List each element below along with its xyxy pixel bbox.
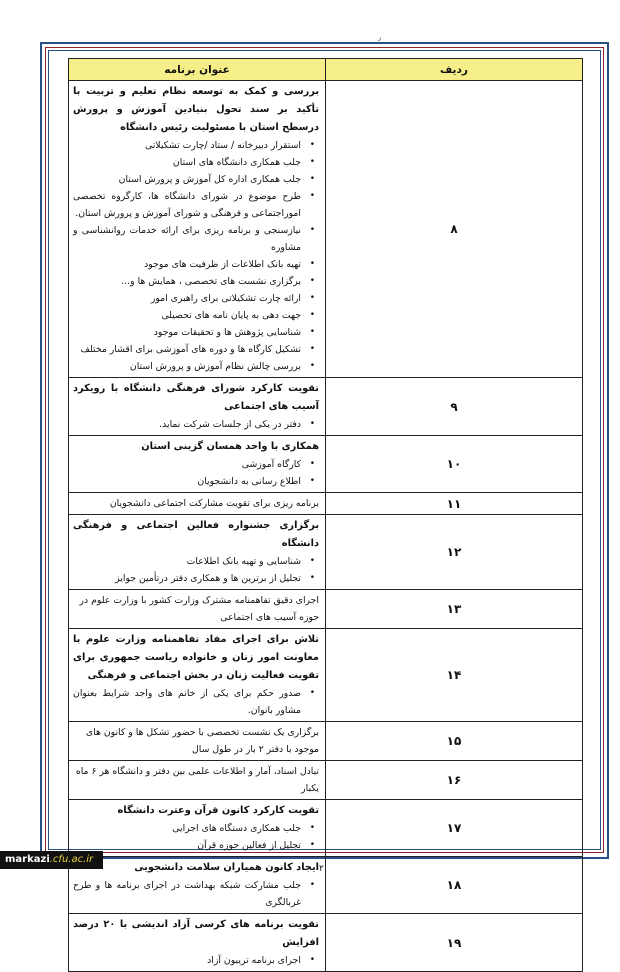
row-number: ۱۹ — [326, 914, 583, 972]
list-item: • نیازسنجی و برنامه ریزی برای ارائه خدمات روانشناسی و مشاوره — [73, 222, 303, 256]
site-badge — [0, 851, 103, 869]
row-title: تلاش برای اجرای مفاد تفاهمنامه وزارت علوم با معاونت امور زنان و خانواده ریاست جمهوری برای تقویت فعالیت زنان در بخش اجتماعی و فرهنگی — [73, 634, 319, 681]
row-content — [69, 515, 326, 590]
list-item: • تجلیل از فعالین حوزه قرآن — [73, 837, 303, 854]
list-item: • شناسایی و تهیه بانک اطلاعات — [73, 553, 303, 570]
row-text: برگزاری یک نشست تخصصی با حضور تشکل ها و کانون های موجود با دفتر ۲ بار در طول سال — [85, 727, 319, 755]
row-bullet-list — [73, 416, 319, 433]
row-content — [69, 493, 326, 515]
list-item: • شناسایی پژوهش ها و تحقیقات موجود — [73, 324, 303, 341]
row-bullet-list — [73, 952, 319, 969]
list-item: • تهیه بانک اطلاعات از ظرفیت های موجود — [73, 256, 303, 273]
list-item: • برگزاری نشست های تخصصی ، همایش ها و... — [73, 273, 303, 290]
table-row — [69, 493, 583, 515]
row-number: ۱۲ — [326, 515, 583, 590]
row-text: برنامه ریزی برای تقویت مشارکت اجتماعی دانشجویان — [109, 498, 319, 509]
row-content — [69, 590, 326, 629]
row-content — [69, 378, 326, 436]
row-title: همکاری با واحد همسان گزینی استان — [141, 441, 319, 452]
list-item: • جهت دهی به پایان نامه های تحصیلی — [73, 307, 303, 324]
site-badge-domain: .cfu.ac.ir — [49, 854, 94, 865]
top-mark: ٫ — [378, 33, 381, 43]
list-item: • جلب مشارکت شبکه بهداشت در اجرای برنامه ها و طرح غربالگری — [73, 877, 303, 911]
list-item: • تجلیل از برترین ها و همکاری دفتر درتأمین جوایز — [73, 570, 303, 587]
row-text: اجرای دقیق تفاهمنامه مشترک وزارت کشور با وزارت علوم در حوزه آسیب های اجتماعی — [79, 595, 319, 623]
row-bullet-list — [73, 820, 319, 854]
list-item: • بررسی چالش نظام آموزش و پرورش استان — [73, 358, 303, 375]
list-item: • استقرار دبیرخانه / ستاد /چارت تشکیلاتی — [73, 137, 303, 154]
row-number: ۱۱ — [326, 493, 583, 515]
row-title: تقویت کارکرد کانون قرآن وعترت دانشگاه — [117, 805, 319, 816]
row-number: ۱۴ — [326, 629, 583, 722]
list-item: • اطلاع رسانی به دانشجویان — [73, 473, 303, 490]
table-row — [69, 515, 583, 590]
row-title: بررسی و کمک به توسعه نظام تعلیم و تربیت با تأکید بر سند تحول بنیادین آموزش و پرورش درسطح استان با مسئولیت رئیس دانشگاه — [73, 86, 319, 133]
row-text: تبادل اسناد، آمار و اطلاعات علمی بین دفتر و دانشگاه هر ۶ ماه یکبار — [75, 766, 319, 794]
table-row — [69, 81, 583, 378]
list-item: • ارائه چارت تشکیلاتی برای راهبری امور — [73, 290, 303, 307]
list-item: • کارگاه آموزشی — [73, 456, 303, 473]
list-item: • جلب همکاری دانشگاه های استان — [73, 154, 303, 171]
table-row — [69, 914, 583, 972]
list-item: • صدور حکم برای یکی از خانم های واجد شرایط بعنوان مشاور بانوان. — [73, 685, 303, 719]
row-content — [69, 761, 326, 800]
list-item: • اجرای برنامه تریبون آزاد — [73, 952, 303, 969]
row-number: ۱۷ — [326, 800, 583, 857]
row-content — [69, 629, 326, 722]
row-bullet-list — [73, 877, 319, 911]
row-title: تقویت کارکرد شورای فرهنگی دانشگاه با رویکرد آسیب های اجتماعی — [73, 383, 319, 412]
table-row — [69, 436, 583, 493]
row-number: ۱۶ — [326, 761, 583, 800]
row-content — [69, 722, 326, 761]
row-bullet-list — [73, 137, 319, 375]
row-title: تقویت برنامه های کرسی آزاد اندیشی با ۲۰ درصد افزایش — [73, 919, 319, 948]
row-number: ۸ — [326, 81, 583, 378]
table-row — [69, 857, 583, 914]
header-row-number: ردیف — [326, 59, 583, 81]
row-number: ۹ — [326, 378, 583, 436]
row-content — [69, 857, 326, 914]
row-bullet-list — [73, 456, 319, 490]
row-number: ۱۸ — [326, 857, 583, 914]
list-item: • دفتر در یکی از جلسات شرکت نماید. — [73, 416, 303, 433]
table-row — [69, 800, 583, 857]
table-row — [69, 629, 583, 722]
row-bullet-list — [73, 685, 319, 719]
list-item: • جلب همکاری دستگاه های اجرایی — [73, 820, 303, 837]
site-badge-main: markazi — [5, 854, 50, 865]
table-body — [69, 81, 583, 972]
page-number: ۲ — [319, 864, 324, 874]
table-row — [69, 590, 583, 629]
row-title: برگزاری جشنواره فعالین اجتماعی و فرهنگی دانشگاه — [73, 520, 319, 549]
row-content — [69, 436, 326, 493]
list-item: • تشکیل کارگاه ها و دوره های آموزشی برای اقشار مختلف — [73, 341, 303, 358]
row-content — [69, 81, 326, 378]
row-content — [69, 800, 326, 857]
program-table — [68, 58, 583, 972]
table-header-row — [69, 59, 583, 81]
row-title: ایجاد کانون همیاران سلامت دانشجویی — [134, 862, 319, 873]
row-bullet-list — [73, 553, 319, 587]
table-row — [69, 378, 583, 436]
row-number: ۱۰ — [326, 436, 583, 493]
table-row — [69, 761, 583, 800]
list-item: • طرح موضوع در شورای دانشگاه ها، کارگروه تخصصی اموراجتماعی و فرهنگی و شورای آموزش و پرورش استان. — [73, 188, 303, 222]
table-row — [69, 722, 583, 761]
row-content — [69, 914, 326, 972]
header-program-title: عنوان برنامه — [69, 59, 326, 81]
row-number: ۱۳ — [326, 590, 583, 629]
list-item: • جلب همکاری اداره کل آموزش و پرورش استان — [73, 171, 303, 188]
row-number: ۱۵ — [326, 722, 583, 761]
